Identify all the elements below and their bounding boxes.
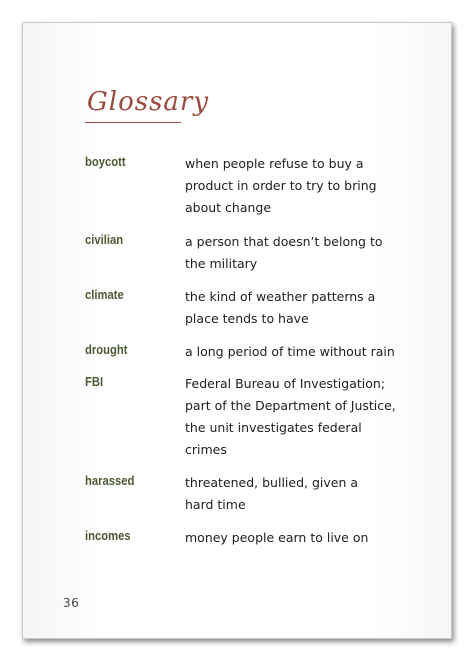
definition-line: place tends to have [185, 311, 309, 326]
glossary-definition [185, 472, 410, 516]
book-page [22, 22, 452, 639]
definition-line: product in order to try to bring [185, 178, 377, 193]
definition-line: hard time [185, 497, 246, 512]
glossary-definition [185, 231, 410, 275]
definition-line: about change [185, 200, 272, 215]
glossary-definition [185, 286, 410, 330]
definition-line: crimes [185, 442, 227, 457]
definition-line: money people earn to live on [185, 530, 369, 545]
definition-line: the unit investigates federal [185, 420, 362, 435]
glossary-term: civilian [85, 233, 124, 247]
glossary-definition [185, 341, 410, 363]
title-underline [85, 122, 181, 123]
glossary-definition [185, 527, 410, 549]
definition-line: the kind of weather patterns a [185, 289, 376, 304]
glossary-title: Glossary [87, 87, 210, 117]
glossary-definition [185, 373, 410, 461]
definition-line: a long period of time without rain [185, 344, 395, 359]
glossary-term: boycott [85, 155, 126, 169]
glossary-definition [185, 153, 410, 219]
glossary-term: incomes [85, 529, 131, 543]
definition-line: threatened, bullied, given a [185, 475, 359, 490]
glossary-term: FBI [85, 375, 104, 389]
definition-line: Federal Bureau of Investigation; [185, 376, 386, 391]
definition-line: when people refuse to buy a [185, 156, 364, 171]
page-number: 36 [63, 596, 80, 610]
glossary-term: harassed [85, 474, 135, 488]
glossary-term: climate [85, 288, 124, 302]
definition-line: the military [185, 256, 258, 271]
glossary-term: drought [85, 343, 128, 357]
definition-line: part of the Department of Justice, [185, 398, 396, 413]
definition-line: a person that doesn’t belong to [185, 234, 383, 249]
